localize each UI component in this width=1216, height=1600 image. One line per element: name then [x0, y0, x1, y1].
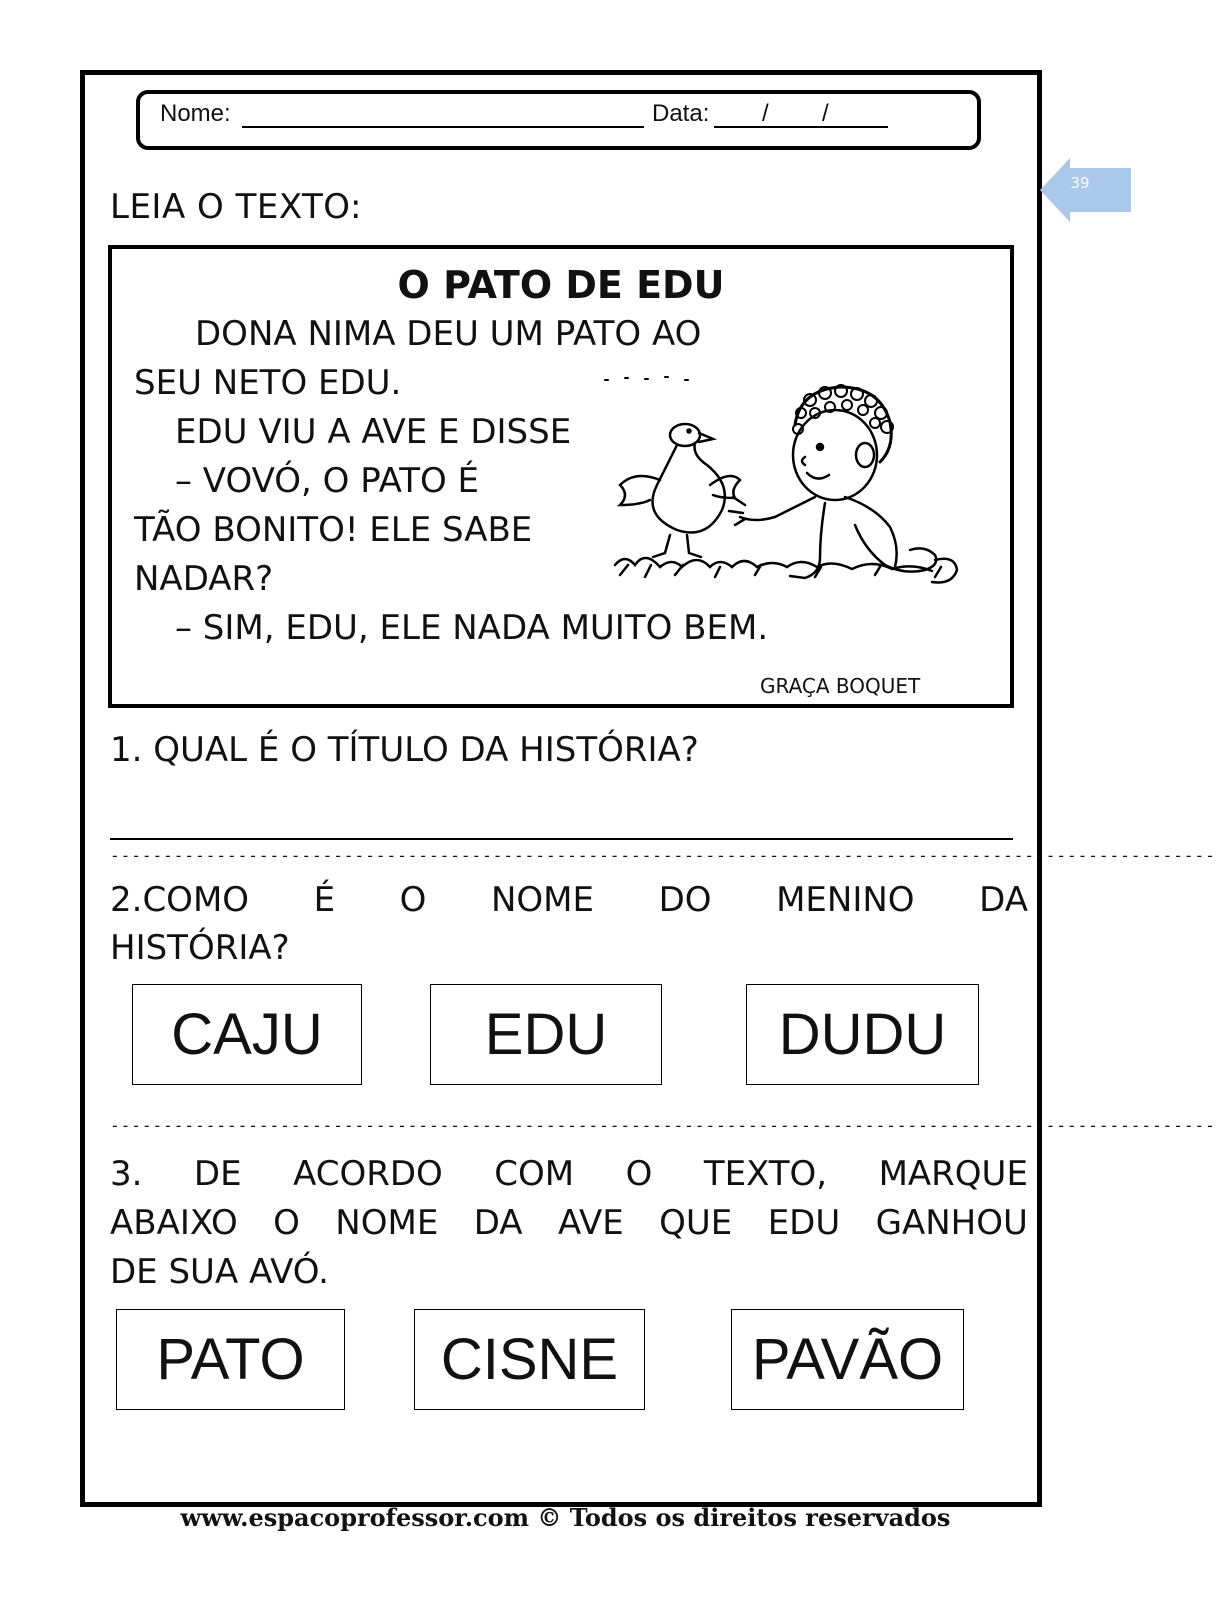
question-3-word: ABAIXO: [110, 1203, 238, 1243]
dashed-separator: --------------------------------------------------------------------------------------------------------: [110, 1116, 1216, 1135]
question-3-word: DE: [193, 1154, 242, 1194]
question-3-word: NOME: [335, 1203, 439, 1243]
story-author: GRAÇA BOQUET: [760, 674, 921, 698]
question-3-word: O: [625, 1154, 653, 1194]
question-2-word: 2.COMO: [110, 880, 250, 920]
name-date-header: [136, 90, 981, 150]
question-3-word: ACORDO: [293, 1154, 443, 1194]
question-2-word: O: [399, 880, 427, 920]
question-3-line-3: DE SUA AVÓ.: [110, 1252, 329, 1292]
story-line: DONA NIMA DEU UM PATO AO: [195, 314, 702, 354]
story-title: O PATO DE EDU: [397, 263, 725, 307]
option-cisne[interactable]: CISNE: [414, 1309, 645, 1410]
question-3-word: 3.: [110, 1154, 143, 1194]
answer-line-q1[interactable]: [110, 838, 1013, 840]
name-label: Nome:: [160, 100, 231, 127]
boy-and-duck-illustration: [615, 385, 995, 595]
option-caju[interactable]: CAJU: [132, 984, 362, 1085]
question-3-word: COM: [494, 1154, 575, 1194]
question-2-word: É: [313, 880, 336, 920]
question-3-word: QUE: [659, 1203, 733, 1243]
story-line: – VOVÓ, O PATO É: [175, 461, 480, 501]
option-edu[interactable]: EDU: [430, 984, 662, 1085]
question-3-word: TEXTO,: [703, 1154, 828, 1194]
question-1: 1. QUAL É O TÍTULO DA HISTÓRIA?: [110, 730, 699, 770]
page-number: 39: [1070, 174, 1090, 192]
date-separator: /: [822, 100, 829, 127]
question-3-line-2: [110, 1203, 1028, 1243]
question-2-word: NOME: [490, 880, 594, 920]
question-3-word: MARQUE: [878, 1154, 1028, 1194]
dashed-separator: --------------------------------------------------------------------------------------------------------: [110, 846, 1216, 865]
question-2-continued: HISTÓRIA?: [110, 928, 290, 968]
question-2-word: DO: [658, 880, 712, 920]
story-line: NADAR?: [134, 559, 274, 599]
name-field[interactable]: [242, 126, 644, 128]
story-line: TÃO BONITO! ELE SABE: [134, 510, 533, 550]
story-line: – SIM, EDU, ELE NADA MUITO BEM.: [175, 608, 769, 648]
story-line: SEU NETO EDU.: [134, 363, 402, 403]
option-dudu[interactable]: DUDU: [746, 984, 979, 1085]
question-3-word: GANHOU: [875, 1203, 1028, 1243]
date-label: Data:: [652, 100, 710, 127]
story-line: EDU VIU A AVE E DISSE: [175, 412, 572, 452]
date-separator: /: [762, 100, 769, 127]
question-2-word: DA: [979, 880, 1028, 920]
question-3-word: EDU: [767, 1203, 841, 1243]
date-field[interactable]: [714, 126, 888, 128]
question-2: [110, 880, 1028, 920]
question-3-word: DA: [473, 1203, 523, 1243]
question-2-word: MENINO: [776, 880, 915, 920]
option-pavao[interactable]: PAVÃO: [731, 1309, 964, 1410]
question-3-word: AVE: [557, 1203, 624, 1243]
question-3: [110, 1154, 1028, 1194]
option-pato[interactable]: PATO: [116, 1309, 345, 1410]
footer-copyright: www.espacoprofessor.com © Todos os direitos reservados: [180, 1503, 951, 1532]
question-3-word: O: [273, 1203, 300, 1243]
read-instruction: LEIA O TEXTO:: [110, 187, 362, 227]
